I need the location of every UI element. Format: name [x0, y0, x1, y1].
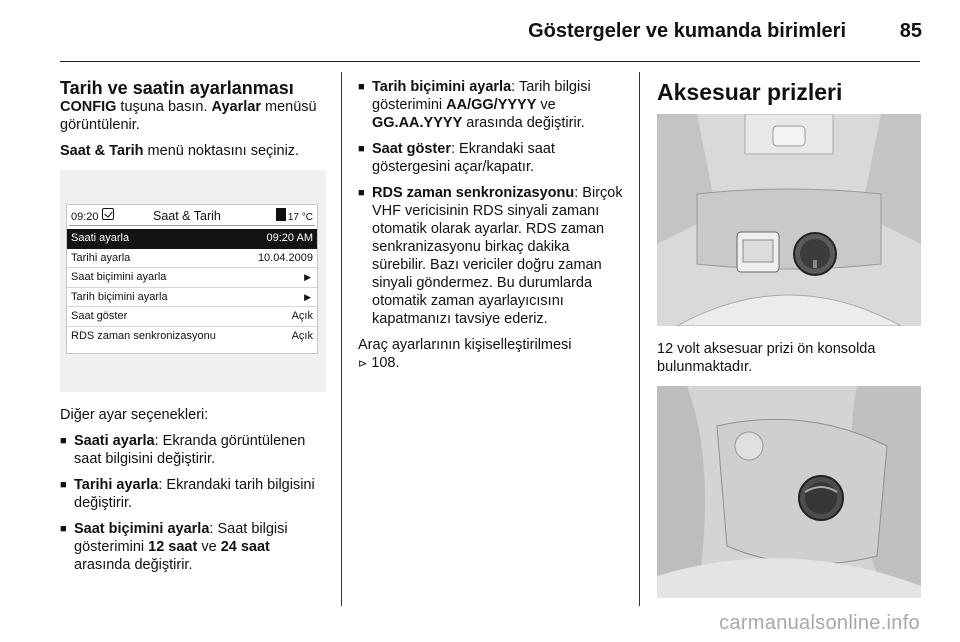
clock-icon — [102, 208, 114, 220]
column-1 — [60, 78, 326, 582]
column-divider-1 — [341, 72, 342, 606]
chevron-right-icon: ▶ — [304, 291, 311, 302]
thermometer-icon — [276, 208, 286, 221]
display-screen — [66, 204, 318, 354]
screen-temperature: 17 °C — [287, 212, 313, 223]
screen-row-date-format: Tarih biçimini ayarla ▶ — [67, 288, 317, 308]
screen-row-set-date: Tarihi ayarla 10.04.2009 — [67, 249, 317, 269]
section-title-accessory-sockets: Aksesuar prizleri — [657, 79, 843, 105]
list-item: ■ RDS zaman senkronizasyonu: Birçok VHF vericisinin RDS sinyali zamanı otomatik olarak ayarlar. RDS zaman senkranizasyonu birkaç dakika sürebilir. Bazı vericiler doğru zaman sinyali göndermez. Bu durumlarda otomatik zaman ayarlayıcısını kapatmanızı tavsiye ederiz. — [358, 184, 624, 328]
chevron-right-icon: ▶ — [304, 272, 311, 282]
instruction-paragraph: Saat & Tarih menü noktasını seçiniz. — [60, 143, 300, 159]
screen-row-show-clock: Saat göster Açık — [67, 307, 317, 327]
list-item: ■ Saati ayarla: Ekranda görüntülenen saat bilgisini değiştirir. — [60, 432, 326, 468]
cross-reference: Araç ayarlarının kişiselleştirilmesi ⊳ 108. — [358, 337, 572, 371]
socket-caption: 12 volt aksesuar prizi ön konsolda bulunmaktadır. — [657, 341, 876, 375]
settings-menu: Ayarlar — [211, 99, 261, 115]
list-item: ■ Tarihi ayarla: Ekrandaki tarih bilgisini değiştirir. — [60, 476, 326, 512]
socket-illustration — [657, 386, 921, 598]
reference-arrow-icon: ⊳ — [358, 358, 368, 370]
list-item: ■ Saat biçimini ayarla: Saat bilgisi gösterimini 12 saat ve 24 saat arasında değiştirir. — [60, 520, 326, 574]
clock-date-item: Saat & Tarih — [60, 143, 144, 159]
screen-title: Saat & Tarih — [153, 209, 221, 223]
column-2 — [358, 78, 624, 373]
screen-row-time-format: Saat biçimini ayarla ▶ — [67, 268, 317, 288]
intro-paragraph: CONFIG tuşuna basın. Ayarlar menüsü görüntülenir. — [60, 99, 317, 133]
screen-row-set-time: Saati ayarla 09:20 AM — [67, 229, 317, 249]
list-item: ■ Tarih biçimini ayarla: Tarih bilgisi gösterimini AA/GG/YYYY ve GG.AA.YYYY arasında değiştirir. — [358, 78, 624, 132]
other-options-label: Diğer ayar seçenekleri: — [60, 407, 209, 423]
column-divider-2 — [639, 72, 640, 606]
screen-header — [67, 205, 317, 225]
page-number: 85 — [899, 20, 922, 42]
reference-link[interactable]: 108. — [371, 355, 400, 371]
screen-time: 09:20 — [71, 211, 99, 223]
header-title: Göstergeler ve kumanda birimleri — [528, 20, 846, 42]
list-item: ■ Saat göster: Ekrandaki saat göstergesini açar/kapatır. — [358, 140, 624, 176]
console-illustration — [657, 114, 921, 326]
socket-closeup-photo — [657, 386, 921, 598]
display-photo — [60, 170, 326, 392]
section-title-date-time: Tarih ve saatin ayarlanması — [60, 78, 294, 98]
header-divider — [60, 61, 920, 62]
watermark: carmanualsonline.info — [719, 612, 920, 634]
column-3 — [657, 78, 921, 598]
console-socket-photo — [657, 114, 921, 326]
screen-row-rds-sync: RDS zaman senkronizasyonu Açık — [71, 329, 313, 342]
config-key: CONFIG — [60, 99, 117, 115]
